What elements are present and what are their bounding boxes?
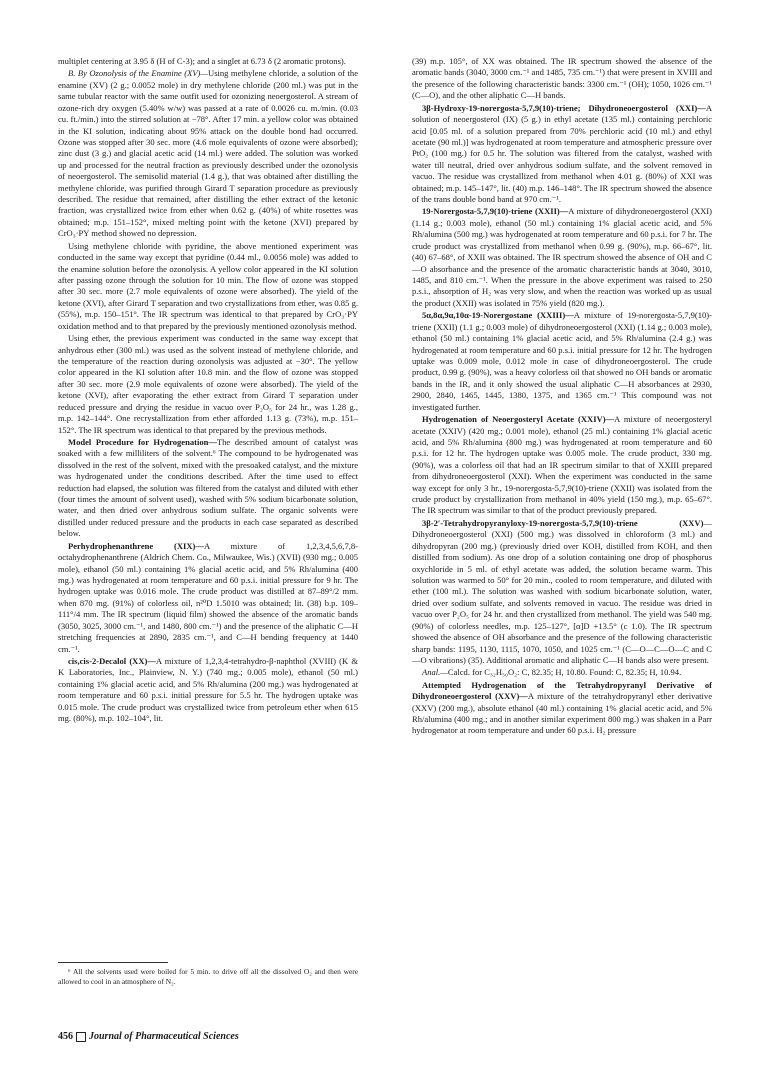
square-box-icon	[76, 1032, 86, 1042]
paragraph-text: A mixture of 19-norergosta-5,7,9(10)-triene (XXII) (1.1 g.; 0.003 mole) of dihydroneoergosterol (XXI) (1.14 g.; 0.003 mole), ethanol (50 ml.) containing 1% glacial acetic acid, and 5% Rh/alumina (2.4 g.) was hydrogenated at room temperature and 60 p.s.i. initial pressure for 12 hr. The hydrogen uptake was 0.009 mole, 0.012 mole in case of dihydroneoergosterol. The crude product, 0.99 g. (90%), was a heavy colorless oil that showed no OH bands or aromatic bands in the IR, and it only showed the usual aliphatic C—H absorbances at 2930, 2900, 2840, 1465, 1445, 1380, 1375, and 1365 cm.⁻¹ This compound was not investigated further.	[412, 310, 712, 412]
page-number: 456	[58, 1031, 73, 1042]
paragraph	[412, 56, 712, 102]
paragraph	[58, 68, 358, 239]
paragraph-text: Calcd. for C₃₂H₅₀O₂: C, 82.35; H, 10.80. Found: C, 82.35; H, 10.94.	[447, 667, 682, 678]
footnote	[58, 967, 358, 986]
footnote-text: ⁶ All the solvents used were boiled for 5 min. to drive off all the dissolved O₂ and then were allowed to cool in an atmosphere of N₂.	[58, 967, 358, 986]
footnote-divider	[58, 962, 168, 963]
section-heading: Model Procedure for Hydrogenation—	[68, 436, 217, 447]
section-heading: Attempted Hydrogenation of the Tetrahydropyranyl Derivative of Dihydroneoergosterol (XXV)—	[412, 679, 712, 702]
section-heading: 3β-2′-Tetrahydropyranyloxy-19-norergosta-5,7,9(10)-triene (XXV)	[422, 517, 704, 528]
section-heading: 5α,8α,9α,10α-19-Norergostane (XXIII)—	[422, 310, 574, 321]
paragraph-text: A mixture of neoergosteryl acetate (XXIV) (420 mg.; 0.001 mole), ethanol (25 ml.) containing 1% glacial acetic acid, and 5% Rh/alumina (800 mg.) was hydrogenated at room temperature and 60 p.s.i. for 12 hr. The hydrogen uptake was 0.005 mole. The crude product, 330 mg. (90%), was a colorless oil that had an IR spectrum similar to that of XXIII prepared from dihydroneoergosterol (XXI). When the experiment was conducted in the same way except for only 3 hr., 19-norergosta-5,7,9(10)-triene (XXII) was isolated from the crude product by crystallization from methanol in 40% yield (150 mg.), m.p. 65–67°. The IR spectrum was similar to that of the product previously prepared.	[412, 414, 712, 516]
section-heading: Anal.—	[422, 667, 448, 678]
paragraph-text: Using ether, the previous experiment was conducted in the same way except that anhydrous ether (300 ml.) was used as the solvent instead of methylene chloride, and the temperature of the reaction during ozonolysis was adjusted at −30°. The yellow color appeared in the KI solution after 10.8 min. and the flow of ozone was stopped after 30 sec. more (2.9 mole equivalents of ozone were absorbed). The yield of the ketone (XVI), after evaporating the ether extract from Girard T separation under reduced pressure and drying the residue in vacuo over P₂O₅ for 24 hr., was 1.28 g., m.p. 142–144°. One recrystallization from ether afforded 1.13 g. (73%), m.p. 151–152°. The IR spectrum was identical to that prepared by the previous methods.	[58, 333, 358, 435]
paragraph-text: Using methylene chloride with pyridine, the above mentioned experiment was conducted in the same way except that pyridine (0.44 ml., 0.0056 mole) was added to the enamine solution before the ozonolysis. A yellow color appeared in the KI solution after passing ozone through the solution for 10 min. The flow of ozone was stopped after 30 sec. more (2.7 mole equivalents of ozone were absorbed). The yield of the ketone (XVI), after Girard T separation and two crystallizations from ether, was 0.85 g. (55%), m.p. 150–151°. The IR spectrum was identical to that prepared by CrO₃·PY oxidation method and to that prepared by the previously mentioned ozonolysis method.	[58, 240, 358, 331]
journal-name: Journal of Pharmaceutical Sciences	[89, 1031, 239, 1042]
paragraph-text: A mixture of the tetrahydropyranyl ether derivative (XXV) (200 mg.), absolute ethanol (40 ml.) containing 1% glacial acetic acid, and 5% Rh/alumina (400 mg.; and in another similar experiment 800 mg.) was shaken in a Parr hydrogenator at room temperature and under 60 p.s.i. H₂ pressure	[412, 691, 712, 736]
section-heading: B. By Ozonolysis of the Enamine (XV)—	[68, 68, 209, 79]
paragraph	[412, 680, 712, 737]
paragraph	[58, 56, 358, 67]
paragraph	[58, 541, 358, 655]
paragraph	[412, 518, 712, 666]
paragraph	[412, 667, 712, 678]
paragraph-text: —Dihydroneoergosterol (XXI) (500 mg.) was dissolved in chloroform (3 ml.) and dihydropyran (200 mg.) (previously dried over KOH, distilled from KOH, and then distilled from sodium). As one drop of a solution containing one drop of phosphorus oxychloride in 5 ml. of ethyl acetate was added, the solution became warm. This solution was warmed to 50° for 20 min., cooled to room temperature, and diluted with ether (100 ml.). The solution was washed with sodium bicarbonate solution, water, dried over sodium sulfate, and solvents removed in vacuo. The residue was dried in vacuo over P₂O₅ for 24 hr. and then crystallized from methanol. The yield was 540 mg. (90%) of colorless needles, m.p. 125–127°, [α]D +13.5° (c 1.0). The IR spectrum showed the absence of OH absorbance and the presence of the following characteristic sharp bands: 1195, 1130, 1115, 1070, 1050, and 1025 cm.⁻¹ (C—O—C—O—C and C—O vibrations) (35). Additional aromatic and aliphatic C—H bands also were present.	[412, 517, 712, 665]
paragraph-text: A solution of neoergosterol (IX) (5 g.) in ethyl acetate (135 ml.) containing perchloric acid [0.05 ml. of a solution prepared from 70% perchloric acid (10 ml.) and ethyl acetate (90 ml.)] was hydrogenated at room temperature and atmospheric pressure over PtO₂ (100 mg.) for 0.5 hr. The solution was filtered from the catalyst, washed with water till neutral, dried over anhydrous sodium sulfate, and the solvent removed in vacuo. The residue was crystallized from methanol when 4.01 g. (80%) of XXI was obtained; m.p. 145–147°, lit. (40) m.p. 146–148°. The IR spectrum showed the absence of the trans double bond band at 970 cm.⁻¹.	[412, 102, 712, 205]
section-heading: Hydrogenation of Neoergosteryl Acetate (XXIV)—	[422, 414, 615, 425]
paragraph-text: A mixture of 1,2,3,4,5,6,7,8-octahydrophenanthrene (Aldrich Chem. Co., Milwaukee, Wis.) (XVII) (930 mg.; 0.005 mole), ethanol (50 ml.) containing 1% glacial acetic acid, and 5% Rh/alumina (400 mg.) was hydrogenated at room temperature and 60 p.s.i. initial pressure for 9 hr. The hydrogen uptake was 0.016 mole. The crude product was distilled at 87–89°/2 mm. when 870 mg. (91%) of colorless oil, n²⁰D 1.5010 was obtained; lit. (38) b.p. 109–111°/4 mm. The IR spectrum (liquid film) showed the absence of the aromatic bands (3050, 3025, 3000 cm.⁻¹, and 1480, 800 cm.⁻¹) and the presence of the aliphatic C—H stretching frequencies at 2890, 2835 cm.⁻¹, and C—H bending frequency at 1440 cm.⁻¹.	[58, 540, 358, 654]
paragraph-text: A mixture of 1,2,3,4-tetrahydro-β-naphthol (XVIII) (K & K Laboratories, Inc., Plainview, N. Y.) (740 mg.; 0.005 mole), ethanol (50 ml.) containing 1% glacial acetic acid, and 5% Rh/alumina (200 mg.) was hydrogenated at room temperature and 60 p.s.i. initial pressure for 5.5 hr. The hydrogen uptake was 0.015 mole. The crude product was crystallized twice from petroleum ether when 615 mg. (80%), m.p. 102–104°, lit.	[58, 655, 358, 724]
paragraph-text: Using methylene chloride, a solution of the enamine (XV) (2 g.; 0.0052 mole) in dry methylene chloride (200 ml.) was put in the same tubular reactor with the same outfit used for ozonizing neoergosterol. A stream of ozone-rich dry oxygen (5.40% w/w) was passed at a rate of 0.0026 cu. m./min. (0.03 cu. ft./min.) into the stirred solution at −78°. After 17 min. a yellow color was obtained in the KI solution, indicating about 95% attack on the double bond had occurred. Ozone was stopped after 30 sec. more (4.6 mole equivalents of ozone were absorbed); zinc dust (3 g.) and glacial acetic acid (14 ml.) were added. The solution was worked up and processed for the neutral fraction as previously described under the ozonolysis of neoergosterol. The semisolid material (1.4 g.), that was obtained after distilling the methylene chloride, was purified through Girard T separation procedure as previously described. The residue that remained, after distilling the ether extract of the ketonic fraction, was crystallized twice from ether when 0.62 g. (40%) of white rosettes was obtained; m.p. 151–152°, mixed melting point with the ketone (XVI) prepared by CrO₃·PY method showed no depression.	[58, 68, 358, 239]
paragraph-text: (39) m.p. 105°, of XX was obtained. The IR spectrum showed the absence of the aromatic bands (3040, 3000 cm.⁻¹ and 1485, 735 cm.⁻¹) that were present in XVIII and the presence of the following characteristic bands: 3300 cm.⁻¹ (OH); 1050, 1026 cm.⁻¹ (C—O), and the other aliphatic C—H bands.	[412, 56, 712, 101]
paragraph-text: multiplet centering at 3.95 δ (H of C-3); and a singlet at 6.73 δ (2 aromatic protons).	[58, 56, 346, 66]
paragraph	[58, 241, 358, 332]
paragraph	[58, 333, 358, 436]
section-heading: 3β-Hydroxy-19-norergosta-5,7,9(10)-triene; Dihydroneoergosterol (XXI)—	[422, 102, 706, 113]
right-column	[412, 56, 712, 737]
page-footer	[58, 1031, 239, 1042]
paragraph	[412, 310, 712, 413]
paragraph	[412, 103, 712, 206]
section-heading: Perhydrophenanthrene (XIX)—	[68, 540, 204, 551]
section-heading: 19-Norergosta-5,7,9(10)-triene (XXII)—	[422, 206, 569, 217]
section-heading: cis,cis-2-Decalol (XX)—	[68, 655, 156, 666]
paragraph-text: The described amount of catalyst was soaked with a few milliliters of the solvent.⁶ The compound to be hydrogenated was dissolved in the rest of the solvent, mixed with the presoaked catalyst, and the mixture was hydrogenated under the conditions described. After the time used to effect reduction had elapsed, the solution was filtered from the catalyst and diluted with ether (four times the amount of solvent used), washed with 5% sodium bicarbonate solution, water, and then dried over anhydrous sodium sulfate. The organic solvents were distilled under reduced pressure and the products in each case separated as described below.	[58, 436, 358, 539]
paragraph	[58, 656, 358, 725]
paragraph	[58, 437, 358, 540]
paragraph	[412, 414, 712, 517]
left-column	[58, 56, 358, 724]
paragraph	[412, 206, 712, 309]
paragraph-text: A mixture of dihydroneoergosterol (XXI) (1.14 g.; 0.003 mole), ethanol (50 ml.) containing 1% glacial acetic acid, and 5% Rh/alumina (500 mg.) was hydrogenated at room temperature and 60 p.s.i. for 7 hr. The crude product was crystallized from methanol when 0.99 g. (90%), m.p. 66–67°, lit. (40) 67–68°, of XXII was obtained. The IR spectrum showed the absence of OH and C—O absorbance and the presence of the aromatic characteristic bands at 3040, 3010, 1485, and 810 cm.⁻¹. When the pressure in the above experiment was raised to 250 p.s.i., absorption of H₂ was very slow, and when the reaction was worked up as usual the product (XXII) was isolated in 75% yield (820 mg.).	[412, 206, 712, 308]
